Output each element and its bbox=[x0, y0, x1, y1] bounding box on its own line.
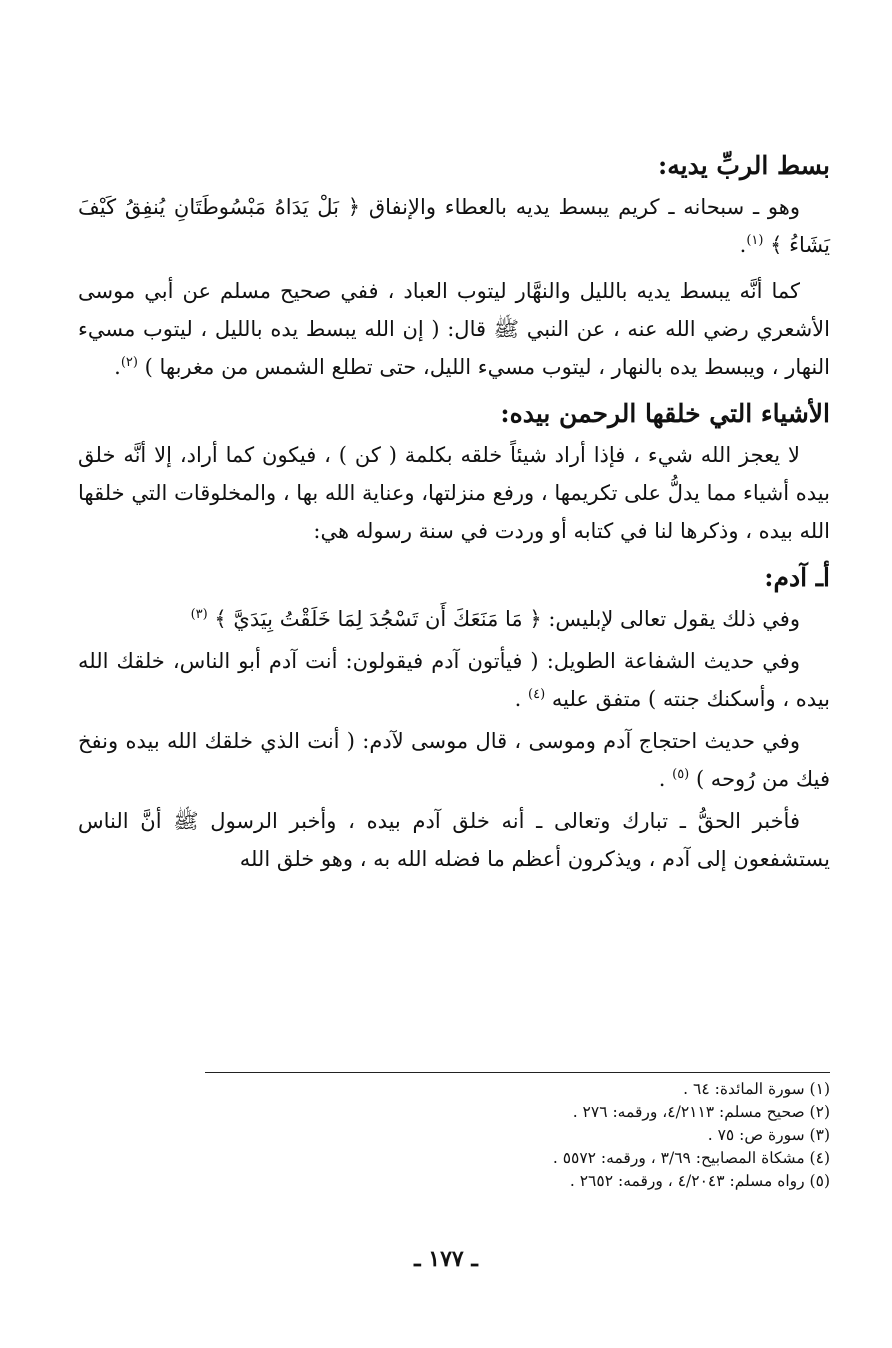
footnote-ref-1: (١) bbox=[746, 233, 764, 248]
footnote-divider bbox=[205, 1072, 830, 1073]
paragraph-repentance-hadith: كما أنَّه يبسط يديه بالليل والنهَّار ليتوب العباد ، ففي صحيح مسلم عن أبي موسى الأشعري رضي الله عنه ، عن النبي ﷺ قال: ( إن الله يبسط يده بالليل ، ليتوب مسيء النهار ، ويبسط يده بالنهار ، ليتوب مسيء الليل، حتى تطلع الشمس من مغربها ) $^{(٢)}$. bbox=[78, 279, 830, 379]
footnote-ref-3: (٣) bbox=[190, 607, 208, 622]
section-heading-created-by-hand: الأشياء التي خلقها الرحمن بيده: bbox=[500, 399, 830, 428]
paragraph-text: وفي حديث احتجاج آدم وموسى ، قال موسى لآدم: ( أنت الذي خلقك الله بيده ونفخ فيك من رُوحه ) bbox=[78, 729, 830, 791]
paragraph-generosity: وهو ـ سبحانه ـ كريم يبسط يديه بالعطاء والإنفاق ﴿ بَلْ يَدَاهُ مَبْسُوطَتَانِ يُنفِقُ كَيْفَ يَشَاءُ ﴾ $^{(١)}$. bbox=[78, 195, 830, 257]
paragraph-text: وهو ـ سبحانه ـ كريم يبسط يديه بالعطاء والإنفاق bbox=[368, 195, 800, 219]
paragraph-text: وفي ذلك يقول تعالى لإبليس: bbox=[548, 607, 800, 631]
footnote-ref-2: (٢) bbox=[120, 355, 138, 370]
footnote-ref-5: (٥) bbox=[672, 767, 690, 782]
paragraph-adam-virtue: فأخبر الحقُّ ـ تبارك وتعالى ـ أنه خلق آدم بيده ، وأخبر الرسول ﷺ أنَّ الناس يستشفعون إلى آدم ، ويذكرون أعظم ما فضله الله به ، وهو خلق الله bbox=[78, 809, 830, 871]
section-heading-adam: أـ آدم: bbox=[764, 563, 830, 592]
page-number: ـ ١٧٧ ـ bbox=[414, 1246, 478, 1272]
footnote-item: (١) سورة المائدة: ٦٤ . bbox=[683, 1080, 830, 1098]
paragraph-iblis-verse bbox=[78, 600, 830, 638]
paragraph-text: كما أنَّه يبسط يديه بالليل والنهَّار ليتوب العباد ، ففي صحيح مسلم عن أبي موسى الأشعري رضي الله عنه ، عن النبي ﷺ قال: ( إن الله يبسط يده بالليل ، ليتوب مسيء النهار ، ويبسط يده بالنهار ، ليتوب مسيء الليل، حتى تطلع الشمس من مغربها ) bbox=[78, 279, 830, 379]
quran-verse: ﴿ مَا مَنَعَكَ أَن تَسْجُدَ لِمَا خَلَقْتُ بِيَدَيَّ ﴾ bbox=[214, 607, 542, 631]
footnote-item: (٥) رواه مسلم: ٤/٢٠٤٣ ، ورقمه: ٢٦٥٢ . bbox=[569, 1172, 830, 1190]
paragraph-intercession-hadith: وفي حديث الشفاعة الطويل: ( فيأتون آدم فيقولون: أنت آدم أبو الناس، خلقك الله بيده ، وأسكنك جنته ) متفق عليه $^{(٤)}$ . bbox=[78, 649, 830, 711]
quran-verse: ﴿ بَلْ يَدَاهُ مَبْسُوطَتَانِ يُنفِقُ كَيْفَ يَشَاءُ ﴾ bbox=[78, 195, 830, 257]
paragraph-text: وفي حديث الشفاعة الطويل: ( فيأتون آدم فيقولون: أنت آدم أبو الناس، خلقك الله بيده ، وأسكنك جنته ) متفق عليه bbox=[78, 649, 830, 711]
footnote-item: (٢) صحيح مسلم: ٤/٢١١٣، ورقمه: ٢٧٦ . bbox=[572, 1103, 830, 1121]
section-heading-hands-extended: بسط الربِّ يديه: bbox=[658, 151, 830, 180]
footnote-item: (٤) مشكاة المصابيح: ٣/٦٩ ، ورقمه: ٥٥٧٢ . bbox=[552, 1149, 830, 1167]
paragraph-adam-moses-hadith: وفي حديث احتجاج آدم وموسى ، قال موسى لآدم: ( أنت الذي خلقك الله بيده ونفخ فيك من رُوحه ) $^{(٥)}$ . bbox=[78, 729, 830, 791]
footnote-item: (٣) سورة ص: ٧٥ . bbox=[707, 1126, 830, 1144]
paragraph-created-things: لا يعجز الله شيء ، فإذا أراد شيئاً خلقه بكلمة ( كن ) ، فيكون كما أراد، إلا أنَّه خلق بيده أشياء مما يدلُّ على تكريمها ، ورفع منزلتها، وعناية الله بها ، والمخلوقات التي خلقها الله بيده ، وذكرها لنا في كتابه أو وردت في سنة رسوله هي: bbox=[78, 443, 830, 543]
footnotes bbox=[210, 1078, 830, 1193]
main-text bbox=[78, 146, 830, 882]
footnote-ref-4: (٤) bbox=[528, 687, 546, 702]
